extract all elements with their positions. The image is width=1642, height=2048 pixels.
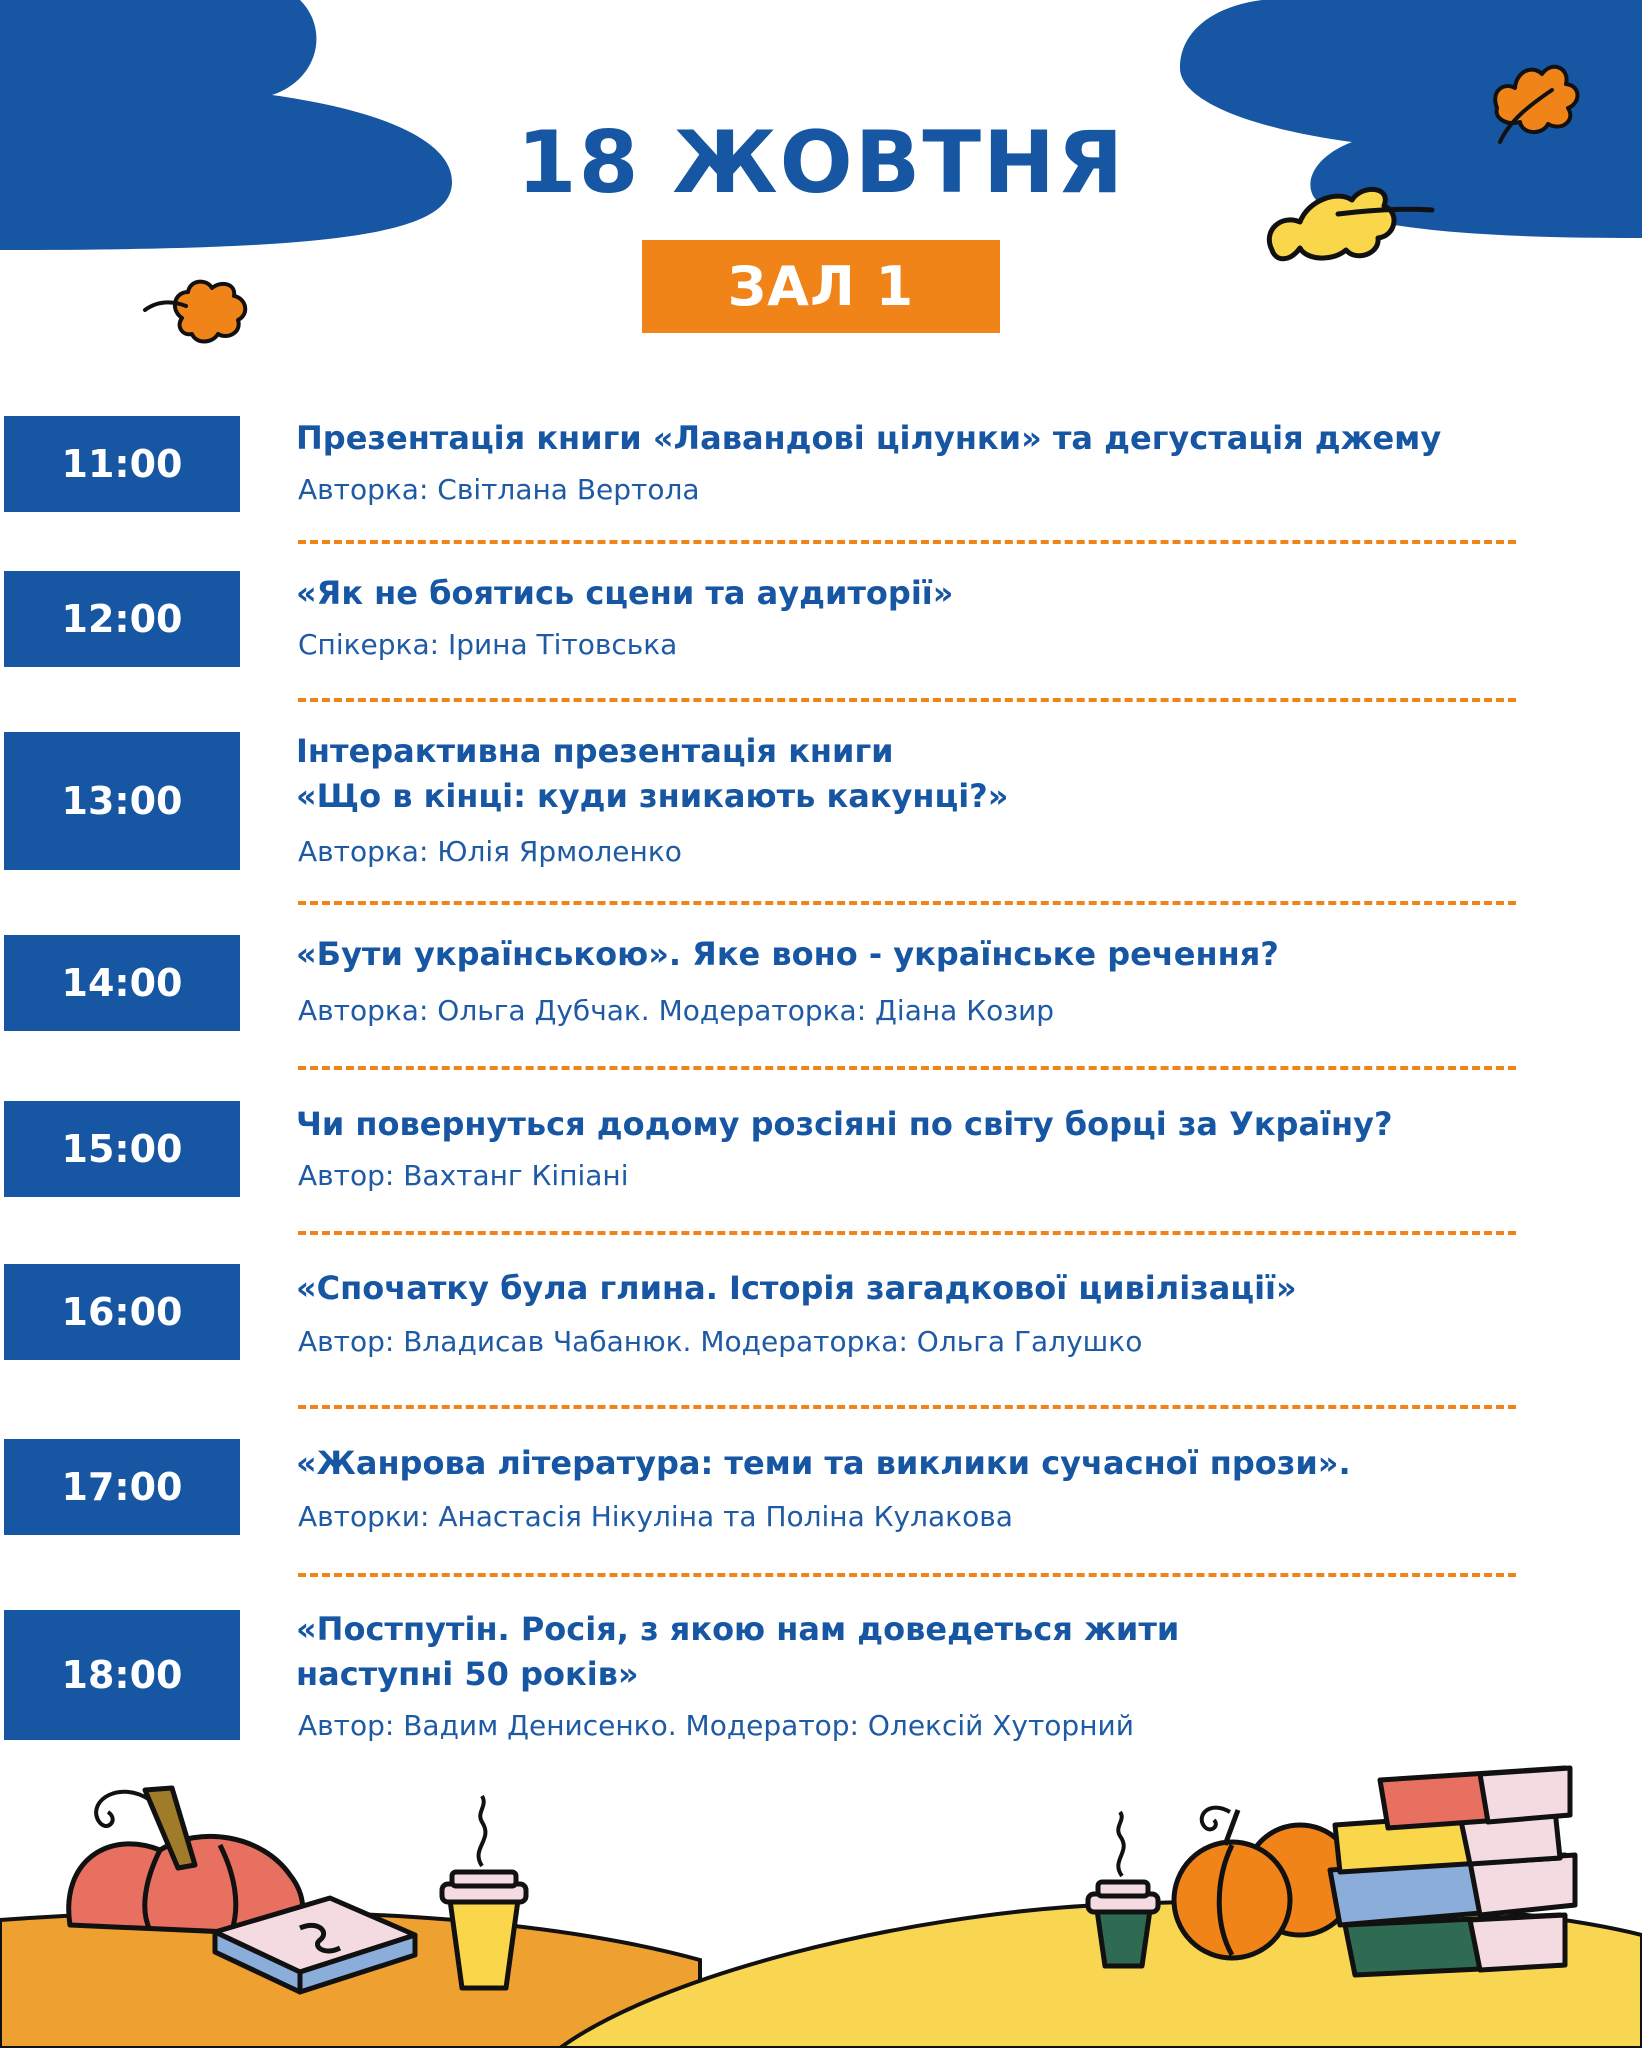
event-title — [296, 416, 1536, 461]
pumpkin-icon — [69, 1788, 303, 1935]
event-title-line: Інтерактивна презентація книги — [296, 732, 894, 770]
dashed-divider — [298, 1573, 1516, 1577]
event-speaker: Авторка: Світлана Вертола — [298, 473, 700, 506]
event-title — [296, 1102, 1536, 1147]
event-speaker: Авторка: Ольга Дубчак. Модераторка: Діана Козир — [298, 994, 1055, 1027]
dashed-divider — [298, 1066, 1516, 1070]
event-speaker: Авторки: Анастасія Нікуліна та Поліна Кулакова — [298, 1500, 1013, 1533]
time-badge: 11:00 — [4, 416, 240, 512]
event-title — [296, 1266, 1536, 1311]
event-title-line: «Спочатку була глина. Історія загадкової цивілізації» — [296, 1269, 1297, 1307]
event-title — [296, 932, 1536, 977]
event-title-line: «Постпутін. Росія, з якою нам доведеться жити — [296, 1610, 1180, 1648]
event-title-line: «Що в кінці: куди зникають какунці?» — [296, 777, 1009, 815]
event-title — [296, 1441, 1536, 1486]
event-speaker: Спікерка: Ірина Тітовська — [298, 628, 678, 661]
dashed-divider — [298, 698, 1516, 702]
time-badge: 13:00 — [4, 732, 240, 870]
time-badge: 18:00 — [4, 1610, 240, 1740]
event-title-line: Чи повернуться додому розсіяні по світу борці за Україну? — [296, 1105, 1393, 1143]
event-title — [296, 571, 1536, 616]
time-badge: 16:00 — [4, 1264, 240, 1360]
event-title-line: наступні 50 років» — [296, 1655, 639, 1693]
event-speaker: Авторка: Юлія Ярмоленко — [298, 835, 682, 868]
time-badge: 14:00 — [4, 935, 240, 1031]
time-badge: 17:00 — [4, 1439, 240, 1535]
event-title-line: «Як не боятись сцени та аудиторії» — [296, 574, 954, 612]
event-speaker: Автор: Вахтанг Кіпіані — [298, 1159, 629, 1192]
dashed-divider — [298, 1405, 1516, 1409]
time-badge: 12:00 — [4, 571, 240, 667]
event-title-line: Презентація книги «Лавандові цілунки» та дегустація джему — [296, 419, 1442, 457]
dashed-divider — [298, 1231, 1516, 1235]
time-badge: 15:00 — [4, 1101, 240, 1197]
book-stack-icon — [1330, 1768, 1575, 1975]
event-speaker: Автор: Владисав Чабанюк. Модераторка: Ольга Галушко — [298, 1325, 1143, 1358]
event-date-heading: 18 ЖОВТНЯ — [516, 113, 1126, 213]
leaf-icon — [145, 282, 245, 342]
dashed-divider — [298, 540, 1516, 544]
event-title — [296, 729, 1536, 819]
dashed-divider — [298, 901, 1516, 905]
event-title-line: «Бути українською». Яке воно - українське речення? — [296, 935, 1279, 973]
event-title — [296, 1607, 1536, 1697]
event-title-line: «Жанрова література: теми та виклики сучасної прози». — [296, 1444, 1351, 1482]
event-speaker: Автор: Вадим Денисенко. Модератор: Олексій Хуторний — [298, 1709, 1134, 1742]
hall-label: ЗАЛ 1 — [642, 240, 1000, 333]
